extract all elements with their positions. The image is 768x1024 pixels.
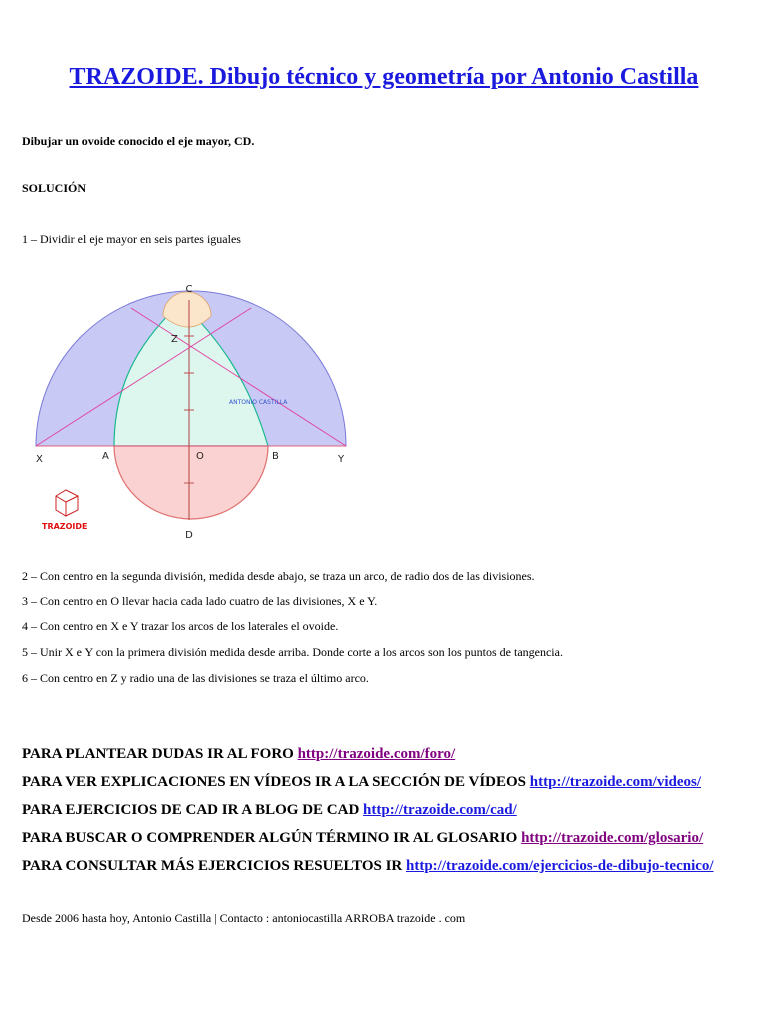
link-line-cad [22, 802, 517, 819]
link-cad[interactable]: http://trazoide.com/cad/ [363, 802, 517, 818]
link-foro[interactable]: http://trazoide.com/foro/ [297, 746, 456, 762]
logo-text: TRAZOIDE [42, 522, 88, 531]
trazoide-logo [42, 490, 88, 531]
link-label-foro: PARA PLANTEAR DUDAS IR AL FORO [22, 746, 294, 762]
step-2: 2 – Con centro en la segunda división, medida desde abajo, se traza un arco, de radio dos de las divisiones. [22, 569, 535, 583]
label-b: B [272, 451, 279, 462]
link-glosario[interactable]: http://trazoide.com/glosario/ [521, 830, 704, 846]
ovoid-construction-figure [26, 278, 366, 548]
footer-text: Desde 2006 hasta hoy, Antonio Castilla | Contacto : antoniocastilla ARROBA trazoide . com [22, 911, 466, 925]
step-1: 1 – Dividir el eje mayor en seis partes iguales [22, 232, 241, 246]
step-5: 5 – Unir X e Y con la primera división medida desde arriba. Donde corte a los arcos son los puntos de tangencia. [22, 645, 563, 659]
step-4: 4 – Con centro en X e Y trazar los arcos de los laterales el ovoide. [22, 619, 339, 633]
label-y: Y [338, 454, 345, 465]
solution-heading: SOLUCIÓN [22, 181, 87, 195]
page-title[interactable]: TRAZOIDE. Dibujo técnico y geometría por Antonio Castilla [69, 64, 699, 90]
label-z: Z [171, 334, 178, 345]
step-3: 3 – Con centro en O llevar hacia cada lado cuatro de las divisiones, X e Y. [22, 594, 378, 608]
label-c: C [185, 284, 193, 295]
link-line-glosario [22, 830, 703, 847]
link-label-cad: PARA EJERCICIOS DE CAD IR A BLOG DE CAD [22, 802, 360, 818]
label-a: A [102, 451, 109, 462]
link-label-videos: PARA VER EXPLICACIONES EN VÍDEOS IR A LA SECCIÓN DE VÍDEOS [22, 774, 527, 790]
link-line-foro [22, 746, 455, 763]
link-label-glosario: PARA BUSCAR O COMPRENDER ALGÚN TÉRMINO IR AL GLOSARIO [22, 830, 518, 846]
label-d: D [185, 530, 193, 541]
step-6: 6 – Con centro en Z y radio una de las divisiones se traza el último arco. [22, 671, 369, 685]
link-videos[interactable]: http://trazoide.com/videos/ [529, 774, 702, 790]
exercise-statement: Dibujar un ovoide conocido el eje mayor, CD. [22, 134, 255, 148]
link-label-ejercicios: PARA CONSULTAR MÁS EJERCICIOS RESUELTOS IR [22, 858, 403, 874]
label-x: X [36, 454, 43, 465]
label-o: O [196, 451, 204, 462]
link-line-videos [22, 774, 701, 791]
ovoid-bottom-arc [114, 446, 268, 519]
link-line-ejercicios [22, 858, 714, 875]
watermark-text: ANTONIO CASTILLA [229, 399, 288, 406]
link-ejercicios[interactable]: http://trazoide.com/ejercicios-de-dibujo-tecnico/ [406, 858, 714, 874]
